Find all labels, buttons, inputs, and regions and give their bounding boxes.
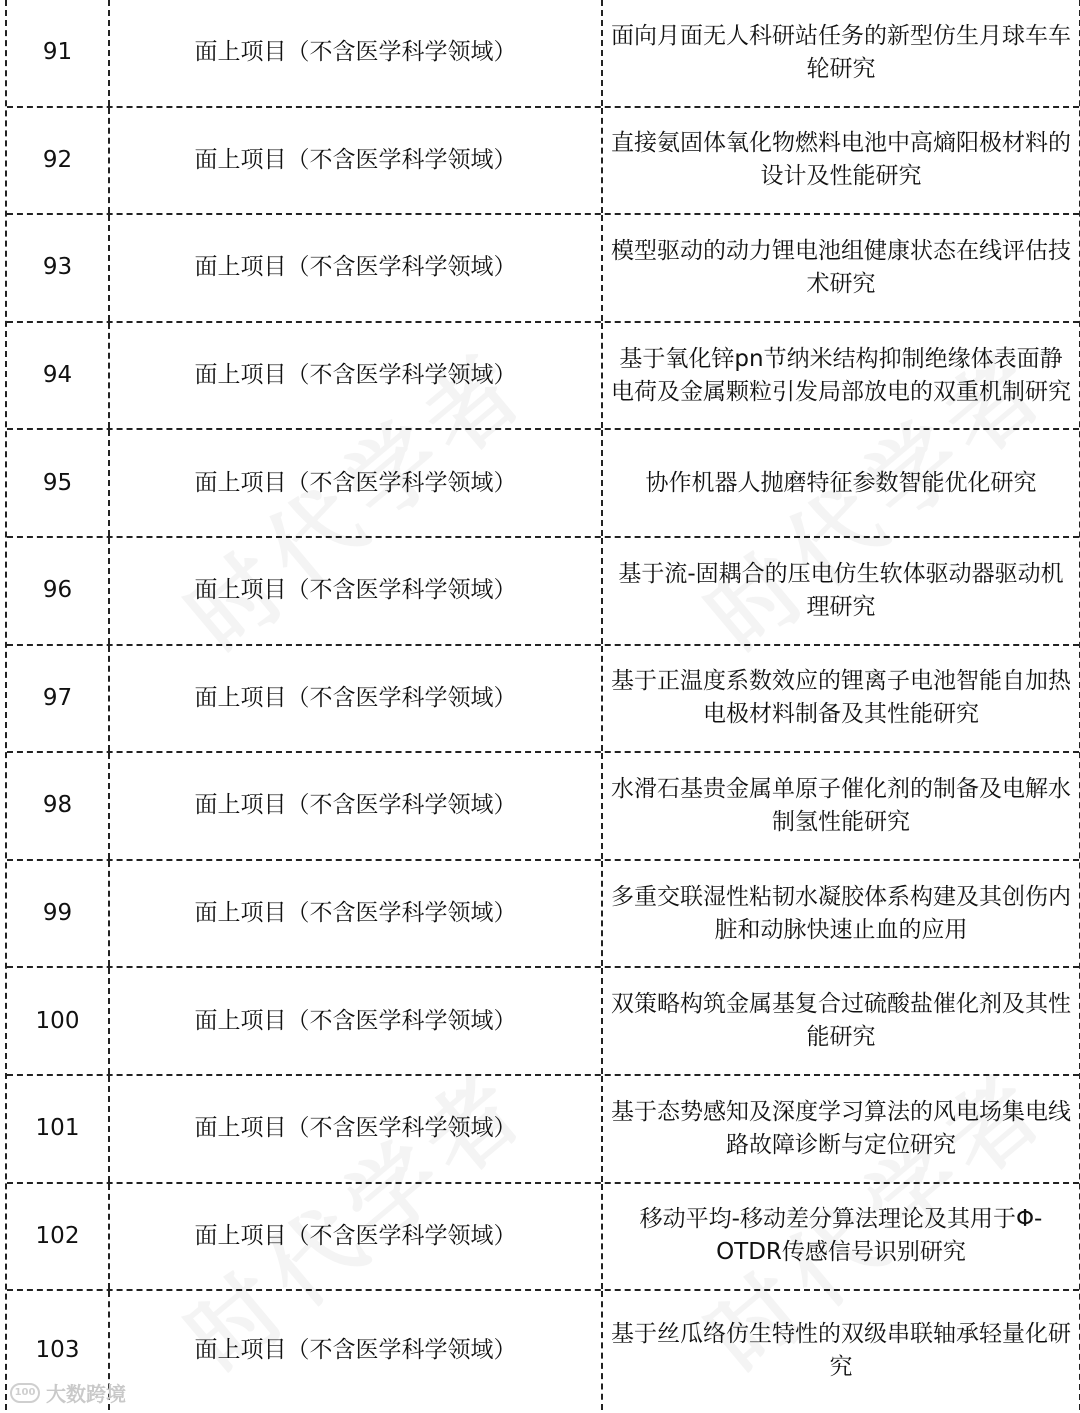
- project-title: 基于态势感知及深度学习算法的风电场集电线路故障诊断与定位研究: [611, 1098, 1071, 1158]
- project-title-cell: [603, 1184, 1079, 1290]
- project-type: 面上项目（不含医学科学领域）: [110, 1184, 603, 1290]
- project-type: 面上项目（不含医学科学领域）: [110, 323, 603, 429]
- project-title: 基于正温度系数效应的锂离子电池智能自加热电极材料制备及其性能研究: [611, 668, 1071, 728]
- project-title-cell: [603, 0, 1079, 106]
- project-title: 模型驱动的动力锂电池组健康状态在线评估技术研究: [611, 237, 1071, 297]
- project-type: 面上项目（不含医学科学领域）: [110, 1076, 603, 1182]
- table-row: [7, 108, 1079, 216]
- logo-text: 大数跨境: [46, 1382, 126, 1406]
- project-table: [5, 0, 1080, 1410]
- row-number: 96: [7, 538, 110, 644]
- project-title: 水滑石基贵金属单原子催化剂的制备及电解水制氢性能研究: [611, 775, 1071, 835]
- project-type: 面上项目（不含医学科学领域）: [110, 753, 603, 859]
- logo-icon: 100: [10, 1383, 40, 1403]
- row-number: 99: [7, 861, 110, 967]
- project-title: 基于流-固耦合的压电仿生软体驱动器驱动机理研究: [618, 560, 1064, 620]
- table-row: [7, 323, 1079, 431]
- project-title-cell: [603, 108, 1079, 214]
- project-type: 面上项目（不含医学科学领域）: [110, 861, 603, 967]
- row-number: 103: [7, 1291, 110, 1410]
- table-row: [7, 430, 1079, 538]
- project-title-cell: [603, 215, 1079, 321]
- project-type: 面上项目（不含医学科学领域）: [110, 968, 603, 1074]
- row-number: 98: [7, 753, 110, 859]
- project-title: 多重交联湿性粘韧水凝胶体系构建及其创伤内脏和动脉快速止血的应用: [611, 883, 1071, 943]
- corner-logo: [10, 1378, 126, 1407]
- row-number: 91: [7, 0, 110, 106]
- row-number: 101: [7, 1076, 110, 1182]
- row-number: 94: [7, 323, 110, 429]
- project-type: 面上项目（不含医学科学领域）: [110, 646, 603, 752]
- project-title: 直接氨固体氧化物燃料电池中高熵阳极材料的设计及性能研究: [611, 130, 1071, 190]
- project-title: 基于丝瓜络仿生特性的双级串联轴承轻量化研究: [611, 1320, 1071, 1380]
- table-row: [7, 753, 1079, 861]
- project-type: 面上项目（不含医学科学领域）: [110, 430, 603, 536]
- project-title-cell: [603, 538, 1079, 644]
- table-row: [7, 215, 1079, 323]
- table-row: [7, 1184, 1079, 1292]
- project-title-cell: [603, 646, 1079, 752]
- row-number: 102: [7, 1184, 110, 1290]
- project-type: 面上项目（不含医学科学领域）: [110, 538, 603, 644]
- table-row: [7, 968, 1079, 1076]
- project-title-cell: [603, 430, 1079, 536]
- project-title: 面向月面无人科研站任务的新型仿生月球车车轮研究: [611, 22, 1071, 82]
- project-title-cell: [603, 323, 1079, 429]
- project-title: 移动平均-移动差分算法理论及其用于Φ-OTDR传感信号识别研究: [639, 1206, 1043, 1266]
- project-type: 面上项目（不含医学科学领域）: [110, 108, 603, 214]
- project-title: 双策略构筑金属基复合过硫酸盐催化剂及其性能研究: [611, 991, 1071, 1051]
- row-number: 92: [7, 108, 110, 214]
- project-type: 面上项目（不含医学科学领域）: [110, 0, 603, 106]
- project-type: 面上项目（不含医学科学领域）: [110, 215, 603, 321]
- table-row: [7, 1291, 1079, 1410]
- table-row: [7, 1076, 1079, 1184]
- project-type: 面上项目（不含医学科学领域）: [110, 1291, 603, 1410]
- project-title-cell: [603, 753, 1079, 859]
- table-row: [7, 646, 1079, 754]
- project-title-cell: [603, 1076, 1079, 1182]
- table-row: [7, 0, 1079, 108]
- project-title-cell: [603, 1291, 1079, 1410]
- row-number: 97: [7, 646, 110, 752]
- table-row: [7, 538, 1079, 646]
- table-row: [7, 861, 1079, 969]
- project-title-cell: [603, 861, 1079, 967]
- project-title-cell: [603, 968, 1079, 1074]
- project-title: 基于氧化锌pn节纳米结构抑制绝缘体表面静电荷及金属颗粒引发局部放电的双重机制研究: [611, 345, 1071, 405]
- row-number: 93: [7, 215, 110, 321]
- row-number: 100: [7, 968, 110, 1074]
- row-number: 95: [7, 430, 110, 536]
- project-title: 协作机器人抛磨特征参数智能优化研究: [645, 469, 1037, 496]
